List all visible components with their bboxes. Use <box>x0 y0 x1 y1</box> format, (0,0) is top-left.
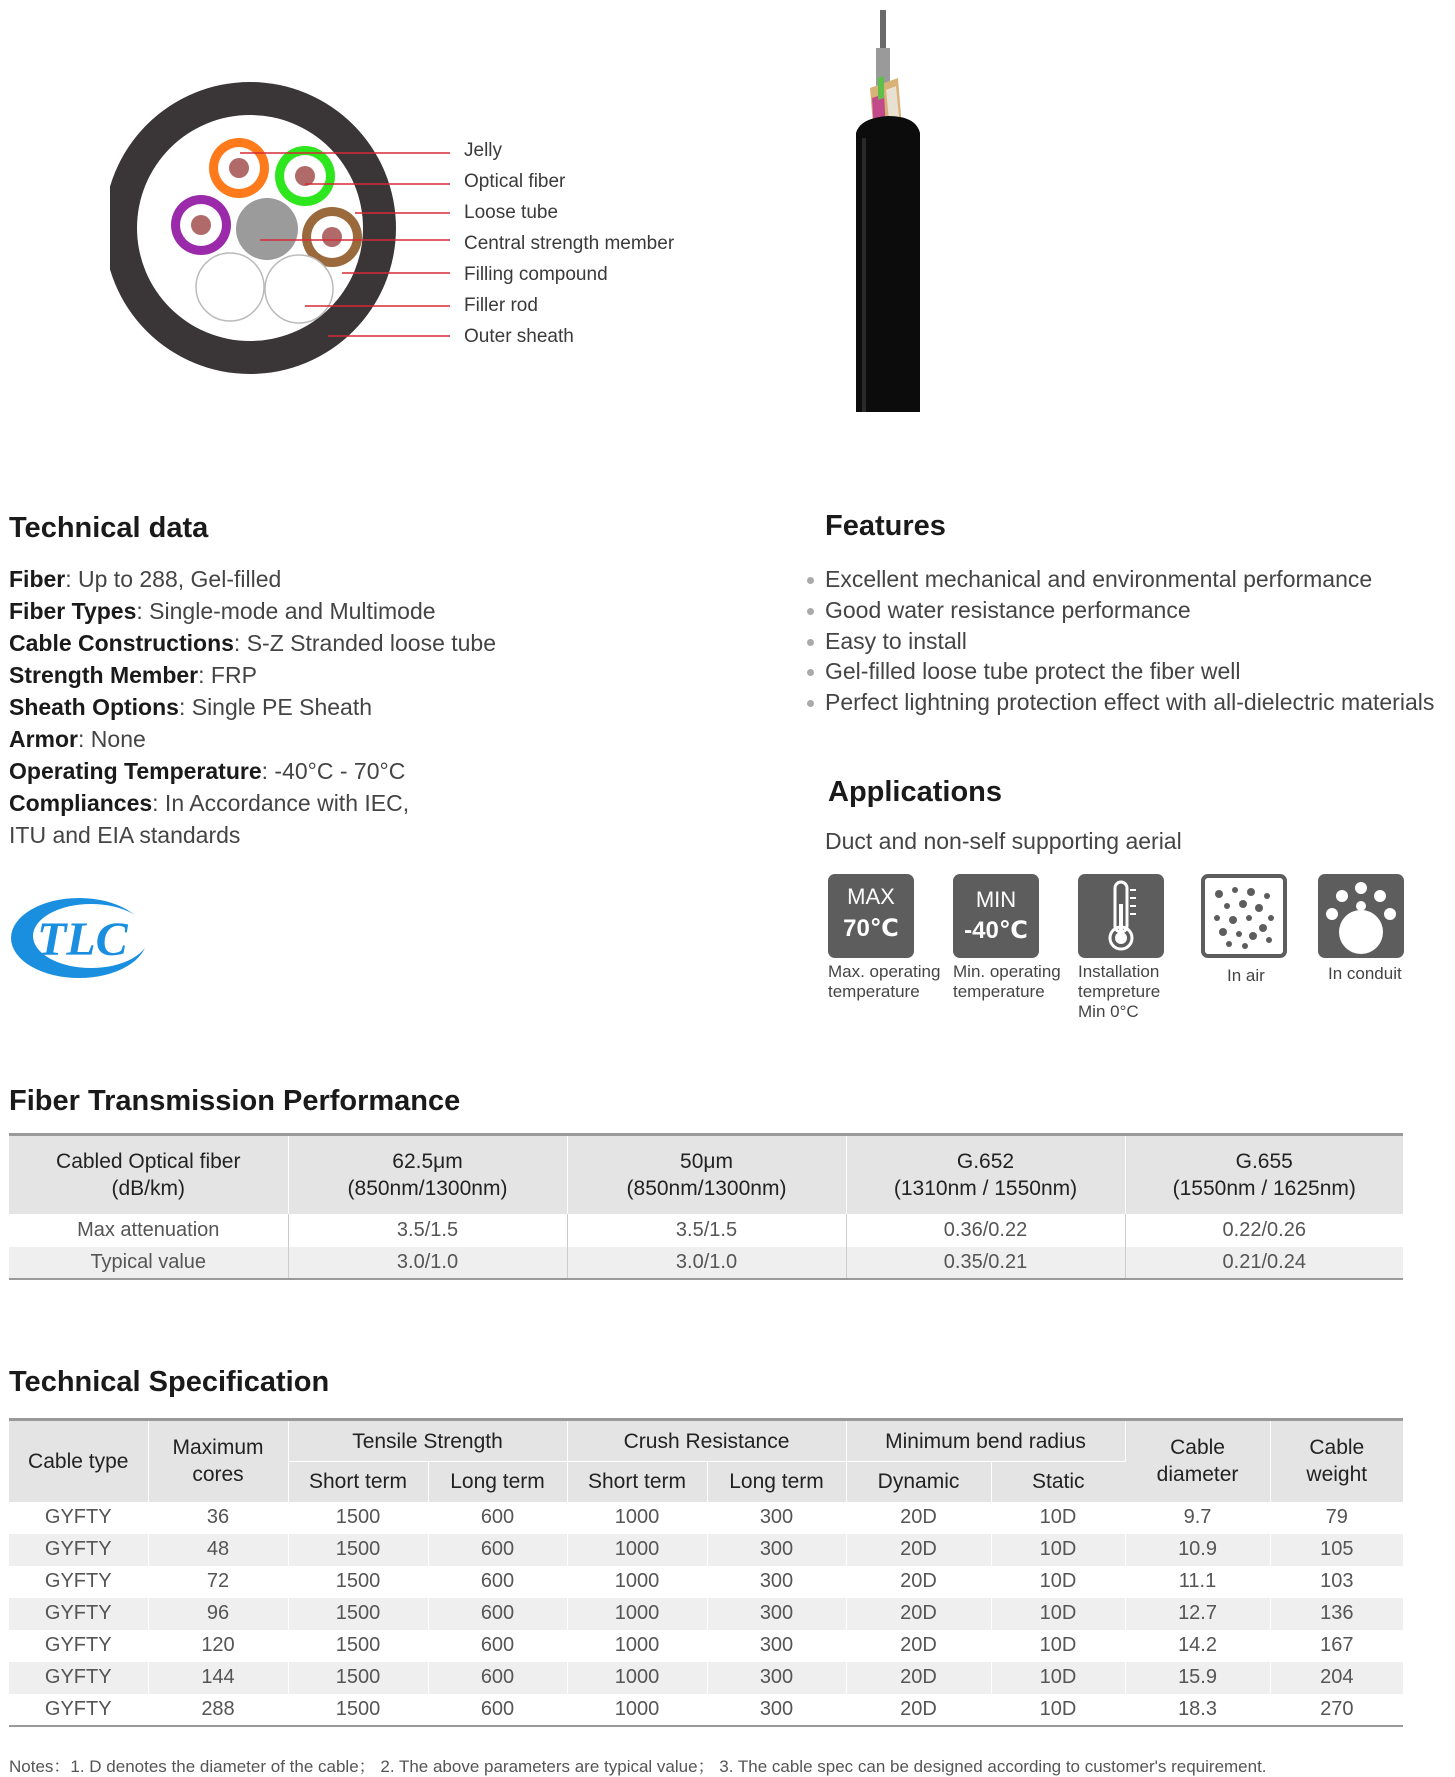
performance-header-row <box>9 1135 1403 1214</box>
label-loose-tube: Loose tube <box>464 202 559 223</box>
table-cell: 270 <box>1320 1697 1354 1720</box>
table-cell: 79 <box>1325 1506 1348 1528</box>
table-cell: 300 <box>707 1662 846 1694</box>
max-temp-icon: MAX 70℃ <box>828 874 914 958</box>
feature-item: Good water resistance performance <box>825 597 1191 623</box>
table-cell: GYFTY <box>9 1566 148 1598</box>
header-cell: Cabled Optical fiber (dB/km) <box>9 1135 288 1214</box>
table-cell: GYFTY <box>9 1598 148 1630</box>
table-cell: 15.9 <box>1125 1662 1270 1694</box>
table-cell: 1000 <box>567 1662 707 1694</box>
table-cell: 1000 <box>567 1630 707 1662</box>
td-compliances-continued: ITU and EIA standards <box>9 822 241 848</box>
spec-header-row <box>9 1420 1403 1462</box>
table-cell: 1500 <box>288 1694 428 1726</box>
table-cell: 600 <box>428 1598 567 1630</box>
table-cell: GYFTY <box>9 1630 148 1662</box>
table-cell: 600 <box>428 1694 567 1726</box>
table-cell: 167 <box>1320 1634 1354 1656</box>
header-cell: Tensile Strength <box>288 1420 567 1462</box>
header-cell: Crush Resistance <box>567 1420 846 1462</box>
table-cell: 12.7 <box>1125 1598 1270 1630</box>
table-cell: 10D <box>991 1534 1125 1566</box>
max-temp-caption: Max. operating temperature <box>828 962 941 1001</box>
table-row <box>9 1247 1403 1279</box>
feature-item: Gel-filled loose tube protect the fiber well <box>825 658 1241 684</box>
table-cell: 0.36/0.22 <box>846 1214 1125 1247</box>
header-cell: Short term <box>567 1462 707 1502</box>
header-cell: 62.5μm (850nm/1300nm) <box>288 1135 567 1214</box>
in-air-caption: In air <box>1227 966 1265 985</box>
header-cell: 50μm (850nm/1300nm) <box>567 1135 846 1214</box>
in-air-icon <box>1201 874 1287 958</box>
min-temp-icon: MIN -40℃ <box>953 874 1039 958</box>
min-temp-caption: Min. operating temperature <box>953 962 1061 1001</box>
central-strength-member <box>236 198 298 260</box>
table-cell: 120 <box>148 1630 288 1662</box>
in-conduit-caption: In conduit <box>1328 964 1402 983</box>
performance-table <box>9 1133 1403 1280</box>
table-cell: 20D <box>846 1534 991 1566</box>
table-row <box>9 1598 1403 1630</box>
table-cell: 136 <box>1270 1598 1403 1630</box>
table-cell: 1500 <box>288 1662 428 1694</box>
applications-text: Duct and non-self supporting aerial <box>825 828 1182 854</box>
header-cell: Cable weight <box>1270 1420 1403 1502</box>
table-cell: 600 <box>428 1662 567 1694</box>
table-cell: 300 <box>707 1566 846 1598</box>
table-cell: 1500 <box>288 1502 428 1534</box>
feature-item: Perfect lightning protection effect with all-dielectric materials <box>825 689 1435 715</box>
table-row <box>9 1694 1403 1726</box>
td-operating-temperature: Operating Temperature: -40°C - 70°C <box>9 758 406 784</box>
table-cell: 600 <box>428 1502 567 1534</box>
header-cell: G.655 (1550nm / 1625nm) <box>1125 1135 1403 1214</box>
table-cell: 600 <box>428 1630 567 1662</box>
td-compliances: Compliances: In Accordance with IEC, <box>9 790 410 816</box>
table-row <box>9 1662 1403 1694</box>
header-cell: Minimum bend radius <box>846 1420 1125 1462</box>
table-cell: 10.9 <box>1125 1534 1270 1566</box>
table-cell: Max attenuation <box>9 1214 288 1247</box>
table-cell: 144 <box>148 1662 288 1694</box>
table-cell: 288 <box>148 1694 288 1726</box>
table-cell: 20D <box>846 1662 991 1694</box>
installation-temp-caption: Installation tempreture Min 0°C <box>1078 962 1161 1021</box>
header-cell: Long term <box>707 1462 846 1502</box>
table-cell: 96 <box>148 1598 288 1630</box>
table-cell: 300 <box>707 1694 846 1726</box>
table-cell: GYFTY <box>9 1662 148 1694</box>
table-cell: 1000 <box>567 1598 707 1630</box>
table-row <box>9 1534 1403 1566</box>
filler-rod <box>265 255 333 323</box>
table-cell: 300 <box>707 1534 846 1566</box>
loose-tube-orange <box>209 138 269 198</box>
table-row <box>9 1214 1403 1247</box>
table-cell: Typical value <box>9 1247 288 1279</box>
table-row <box>9 1502 1403 1534</box>
table-cell: 10D <box>991 1502 1125 1534</box>
specification-table <box>9 1418 1403 1727</box>
loose-tube-green <box>275 146 335 206</box>
cable-photo <box>850 8 930 412</box>
table-cell: 36 <box>148 1502 288 1534</box>
table-cell: 0.35/0.21 <box>846 1247 1125 1279</box>
label-optical-fiber: Optical fiber <box>464 171 566 192</box>
label-filler-rod: Filler rod <box>464 295 538 316</box>
table-cell: 11.1 <box>1125 1566 1270 1598</box>
table-cell: 105 <box>1270 1534 1403 1566</box>
performance-title: Fiber Transmission Performance <box>9 1085 461 1117</box>
table-row <box>9 1630 1403 1662</box>
table-cell: 1500 <box>288 1630 428 1662</box>
header-cell: G.652 (1310nm / 1550nm) <box>846 1135 1125 1214</box>
table-cell: GYFTY <box>9 1502 148 1534</box>
feature-item: Excellent mechanical and environmental performance <box>825 566 1373 592</box>
table-cell: 3.0/1.0 <box>567 1247 846 1279</box>
table-cell: 300 <box>707 1502 846 1534</box>
td-armor: Armor: None <box>9 726 146 752</box>
table-cell: 1000 <box>567 1566 707 1598</box>
table-cell: 10D <box>991 1630 1125 1662</box>
table-cell: 3.0/1.0 <box>288 1247 567 1279</box>
table-cell: 72 <box>148 1566 288 1598</box>
table-cell: 1500 <box>288 1598 428 1630</box>
table-cell: 10D <box>991 1598 1125 1630</box>
table-cell: 600 <box>428 1566 567 1598</box>
technical-data-title: Technical data <box>9 512 209 544</box>
applications-title: Applications <box>828 776 1003 808</box>
td-fiber: Fiber: Up to 288, Gel-filled <box>9 566 282 592</box>
in-conduit-icon <box>1318 874 1404 958</box>
table-cell: 0.22/0.26 <box>1222 1218 1306 1241</box>
header-cell: Short term <box>288 1462 428 1502</box>
table-cell: 14.2 <box>1125 1630 1270 1662</box>
header-cell: Cable type <box>9 1420 148 1502</box>
table-cell: 10D <box>991 1566 1125 1598</box>
tlc-logo <box>9 893 149 983</box>
table-cell: 1000 <box>567 1534 707 1566</box>
table-cell: 18.3 <box>1125 1694 1270 1726</box>
table-cell: 20D <box>846 1630 991 1662</box>
specification-title: Technical Specification <box>9 1366 330 1398</box>
table-cell: 600 <box>428 1534 567 1566</box>
cable-cross-section-diagram <box>110 70 690 390</box>
table-cell: 48 <box>148 1534 288 1566</box>
header-cell: Dynamic <box>846 1462 991 1502</box>
header-cell: Static <box>991 1462 1125 1502</box>
table-cell: 10D <box>991 1662 1125 1694</box>
table-cell: GYFTY <box>9 1534 148 1566</box>
table-cell: 1000 <box>567 1502 707 1534</box>
table-cell: 9.7 <box>1125 1502 1270 1534</box>
table-cell: 103 <box>1320 1570 1354 1592</box>
label-central-strength-member: Central strength member <box>464 233 675 254</box>
header-cell: Cable diameter <box>1125 1420 1270 1502</box>
table-cell: 204 <box>1270 1662 1403 1694</box>
table-cell: 3.5/1.5 <box>288 1214 567 1247</box>
label-jelly: Jelly <box>464 140 503 161</box>
table-cell: GYFTY <box>9 1694 148 1726</box>
td-strength-member: Strength Member: FRP <box>9 662 257 688</box>
thermometer-icon <box>1078 874 1164 958</box>
loose-tube-purple <box>171 195 231 255</box>
table-cell: 20D <box>846 1694 991 1726</box>
table-cell: 1500 <box>288 1534 428 1566</box>
filler-rod <box>196 253 264 321</box>
table-cell: 20D <box>846 1502 991 1534</box>
table-cell: 1500 <box>288 1566 428 1598</box>
table-cell: 0.21/0.24 <box>1125 1247 1403 1279</box>
features-title: Features <box>825 510 946 542</box>
table-cell: 300 <box>707 1598 846 1630</box>
label-filling-compound: Filling compound <box>464 264 608 285</box>
table-cell: 3.5/1.5 <box>567 1214 846 1247</box>
td-sheath-options: Sheath Options: Single PE Sheath <box>9 694 373 720</box>
svg-text:TLC: TLC <box>37 913 128 966</box>
header-cell: Long term <box>428 1462 567 1502</box>
table-cell: 20D <box>846 1566 991 1598</box>
table-cell: 300 <box>707 1630 846 1662</box>
table-cell: 20D <box>846 1598 991 1630</box>
notes: Notes：1. D denotes the diameter of the cable； 2. The above parameters are typical value； 3. The cable spec can be designed according to customer's requirement. <box>9 1757 1267 1776</box>
td-cable-constructions: Cable Constructions: S-Z Stranded loose tube <box>9 630 497 656</box>
header-cell: Maximum cores <box>148 1420 288 1502</box>
label-outer-sheath: Outer sheath <box>464 326 574 347</box>
td-fiber-types: Fiber Types: Single-mode and Multimode <box>9 598 436 624</box>
table-cell: 10D <box>991 1694 1125 1726</box>
feature-item: Easy to install <box>825 628 967 654</box>
table-row <box>9 1566 1403 1598</box>
table-cell: 1000 <box>567 1694 707 1726</box>
